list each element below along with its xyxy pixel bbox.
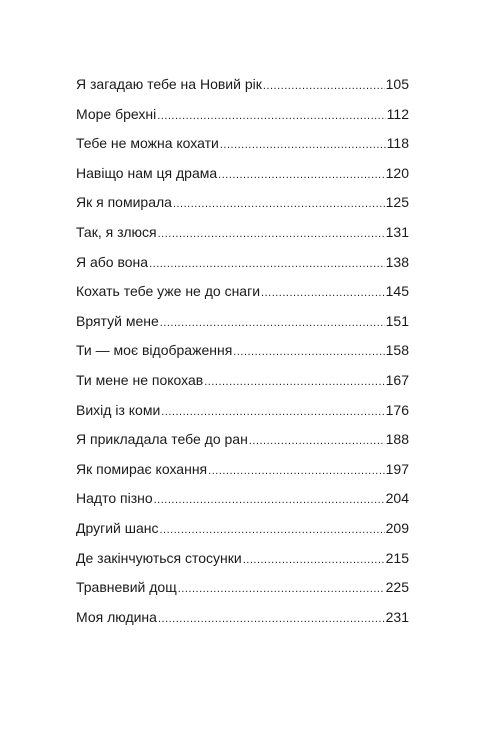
- toc-entry-page: 105: [385, 76, 409, 92]
- toc-entry: [76, 307, 409, 337]
- toc-entry-page: 167: [385, 371, 409, 388]
- toc-entry: [76, 100, 409, 130]
- toc-entry: [76, 544, 409, 574]
- toc-entry-title: Я загадаю тебе на Новий рік: [76, 76, 262, 92]
- toc-entry: [76, 248, 409, 278]
- toc-entry-title: Тебе не можна кохати: [76, 135, 219, 152]
- dot-leader: [158, 220, 385, 250]
- toc-entry-title: Де закінчуються стосунки: [76, 549, 242, 566]
- dot-leader: [173, 190, 385, 220]
- toc-entry-page: 125: [385, 194, 409, 211]
- toc-entry: [76, 573, 409, 603]
- toc-entry-title: Я прикладала тебе до ран: [76, 431, 248, 448]
- toc-entry-title: Як я помирала: [76, 194, 172, 211]
- toc-entry: [76, 277, 409, 307]
- toc-entry-page: 231: [385, 608, 409, 625]
- toc-entry-page: 131: [385, 223, 409, 240]
- dot-leader: [208, 457, 385, 487]
- toc-entry-title: Як помирає кохання: [76, 460, 208, 477]
- toc-entry: [76, 159, 409, 189]
- toc-entry-page: 151: [385, 312, 409, 329]
- toc-entry-page: 197: [385, 460, 409, 477]
- toc-entry: [76, 514, 409, 544]
- toc-entry: [76, 336, 409, 366]
- toc-entry-title: Кохать тебе уже не до снаги: [76, 283, 261, 300]
- toc-entry-title: Навіщо нам ця драма: [76, 164, 218, 181]
- toc-entry: [76, 396, 409, 426]
- toc-entry: [76, 455, 409, 485]
- toc-entry-title: Я або вона: [76, 253, 149, 270]
- dot-leader: [157, 102, 385, 132]
- dot-leader: [158, 605, 385, 635]
- toc-entry-title: Ти — моє відображення: [76, 342, 233, 359]
- toc-entry: [76, 188, 409, 218]
- toc-entry-page: 176: [385, 401, 409, 418]
- toc-entry-page: 138: [385, 253, 409, 270]
- dot-leader: [160, 309, 385, 339]
- toc-entry: [76, 484, 409, 514]
- toc-entry-title: Моя людина: [76, 608, 157, 625]
- toc-entry-page: 215: [385, 549, 409, 566]
- toc-entry-page: 112: [386, 105, 409, 122]
- toc-entry-title: Так, я злюся: [76, 223, 157, 240]
- toc-entry-page: 204: [385, 490, 409, 507]
- toc-entry-title: Другий шанс: [76, 519, 159, 536]
- dot-leader: [160, 516, 385, 546]
- dot-leader: [220, 131, 386, 161]
- toc-entry-title: Травневий дощ: [76, 579, 177, 596]
- table-of-contents: [76, 70, 409, 632]
- toc-entry: [76, 218, 409, 248]
- toc-entry-page: 120: [385, 164, 409, 181]
- toc-entry-page: 188: [385, 431, 409, 448]
- toc-entry-title: Вихід із коми: [76, 401, 161, 418]
- dot-leader: [178, 575, 385, 605]
- dot-leader: [249, 427, 385, 457]
- toc-entry-page: 209: [385, 519, 409, 536]
- dot-leader: [261, 279, 385, 309]
- toc-entry: [76, 70, 409, 100]
- toc-entry-page: 158: [385, 342, 409, 359]
- toc-entry-title: Ти мене не покохав: [76, 371, 204, 388]
- toc-entry: [76, 129, 409, 159]
- dot-leader: [149, 250, 385, 280]
- dot-leader: [161, 398, 384, 428]
- dot-leader: [218, 161, 384, 191]
- toc-entry: [76, 425, 409, 455]
- dot-leader: [263, 72, 385, 102]
- dot-leader: [204, 368, 384, 398]
- dot-leader: [233, 338, 384, 368]
- toc-entry-title: Море брехні: [76, 105, 157, 122]
- toc-entry-page: 225: [385, 579, 409, 596]
- toc-entry: [76, 603, 409, 633]
- toc-entry: [76, 366, 409, 396]
- toc-entry-title: Надто пізно: [76, 490, 153, 507]
- toc-entry-page: 118: [386, 135, 409, 152]
- dot-leader: [154, 486, 385, 516]
- toc-entry-page: 145: [385, 283, 409, 300]
- toc-entry-title: Врятуй мене: [76, 312, 159, 329]
- dot-leader: [243, 546, 385, 576]
